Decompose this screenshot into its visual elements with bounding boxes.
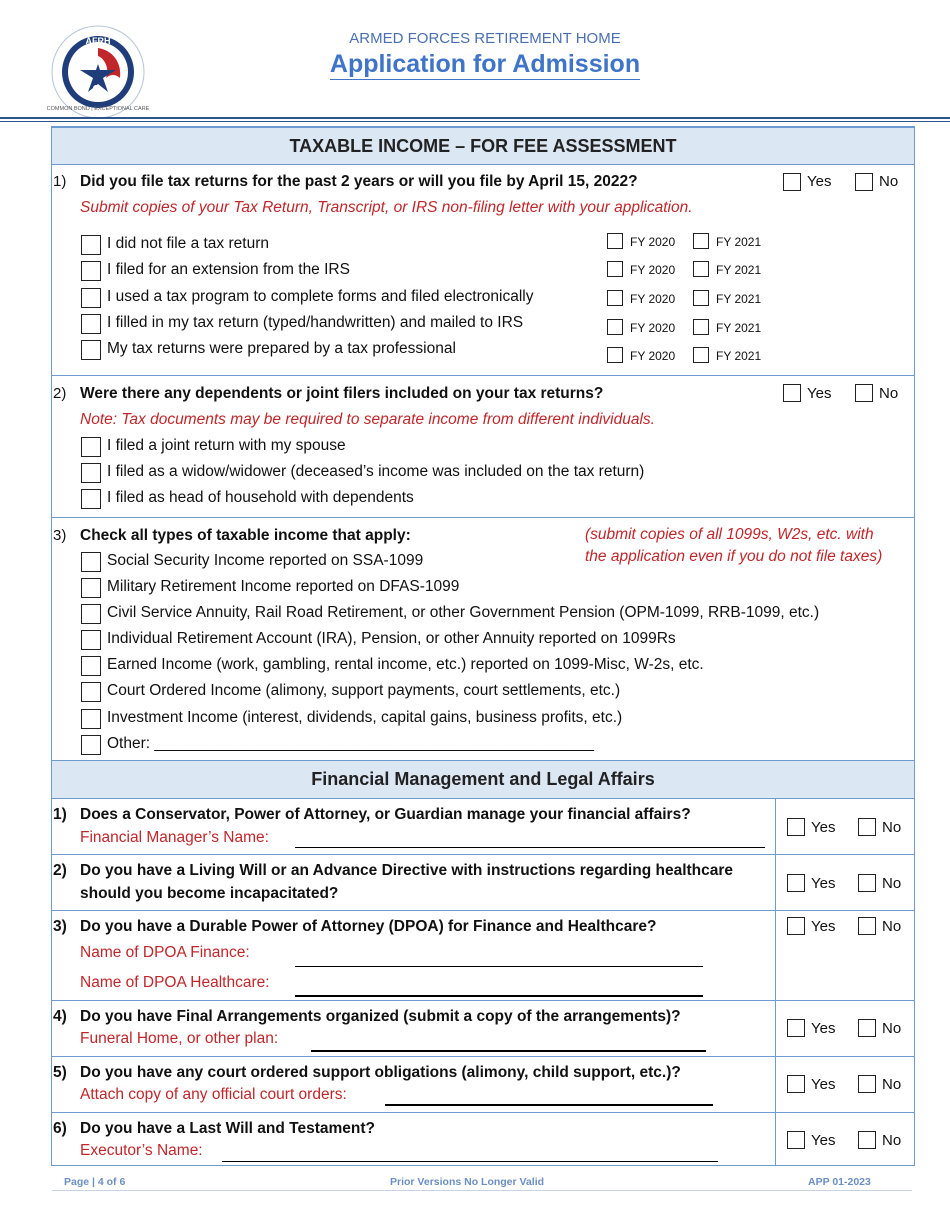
s2-q3-yes-checkbox[interactable] <box>787 917 805 935</box>
footer-rule <box>52 1190 912 1191</box>
fy2021-label: FY 2021 <box>716 349 762 363</box>
court-orders-field[interactable] <box>385 1104 713 1106</box>
divider <box>52 517 914 518</box>
s2-q1-yes-label: Yes <box>811 819 836 836</box>
q2-option-checkbox[interactable] <box>81 437 101 457</box>
footer-form-code: APP 01-2023 <box>808 1176 871 1188</box>
s2-q2-no-label: No <box>882 875 902 892</box>
q1-option-checkbox[interactable] <box>81 340 101 360</box>
s2-q1-number: 1) <box>53 806 67 823</box>
fy2021-label: FY 2021 <box>716 235 762 249</box>
financial-manager-name-field[interactable] <box>295 847 765 848</box>
q3-option-label: Social Security Income reported on SSA-1099 <box>107 552 424 569</box>
s2-q5-no-checkbox[interactable] <box>858 1075 876 1093</box>
s2-q1-no-label: No <box>882 819 902 836</box>
fy2021-checkbox[interactable] <box>693 261 709 277</box>
q2-option-label: I filed as a widow/widower (deceased’s income was included on the tax return) <box>107 463 645 480</box>
s2-q3-number: 3) <box>53 918 67 935</box>
s2-q6-text: Do you have a Last Will and Testament? <box>80 1120 375 1137</box>
q3-note-line2: the application even if you do not file taxes) <box>585 548 883 565</box>
fy2021-label: FY 2021 <box>716 321 762 335</box>
q3-option-label: Earned Income (work, gambling, rental income, etc.) reported on 1099-Misc, W-2s, etc. <box>107 656 704 673</box>
q2-option-label: I filed as head of household with dependents <box>107 489 414 506</box>
q3-option-label: Investment Income (interest, dividends, capital gains, business profits, etc.) <box>107 709 623 726</box>
fy2020-checkbox[interactable] <box>607 290 623 306</box>
q1-yes-label: Yes <box>807 173 832 190</box>
fy2021-checkbox[interactable] <box>693 290 709 306</box>
divider <box>52 910 914 911</box>
s2-q2-text-line2: should you become incapacitated? <box>80 885 339 902</box>
q3-number: 3) <box>53 527 67 544</box>
q1-option-label: I did not file a tax return <box>107 235 269 252</box>
s2-q4-label: Funeral Home, or other plan: <box>80 1030 279 1047</box>
q2-yes-checkbox[interactable] <box>783 384 801 402</box>
q3-other-label[interactable]: Other: ___________________________________________________ <box>107 735 595 752</box>
fy2020-checkbox[interactable] <box>607 319 623 335</box>
q1-note: Submit copies of your Tax Return, Transcript, or IRS non-filing letter with your application. <box>80 199 693 216</box>
header-rule <box>0 117 950 119</box>
q1-no-checkbox[interactable] <box>855 173 873 191</box>
q2-option-label: I filed a joint return with my spouse <box>107 437 346 454</box>
s2-q1-no-checkbox[interactable] <box>858 818 876 836</box>
q2-no-checkbox[interactable] <box>855 384 873 402</box>
divider <box>52 1000 914 1001</box>
q2-option-checkbox[interactable] <box>81 463 101 483</box>
q3-option-label: Military Retirement Income reported on DFAS-1099 <box>107 578 460 595</box>
s2-q2-no-checkbox[interactable] <box>858 874 876 892</box>
executor-name-field[interactable] <box>222 1161 718 1162</box>
q2-number: 2) <box>53 385 67 402</box>
fy2021-checkbox[interactable] <box>693 347 709 363</box>
divider <box>52 854 914 855</box>
fy2021-checkbox[interactable] <box>693 319 709 335</box>
divider <box>52 1112 914 1113</box>
s2-q1-text: Does a Conservator, Power of Attorney, or Guardian manage your financial affairs? <box>80 806 691 823</box>
q3-option-checkbox[interactable] <box>81 552 101 572</box>
q1-option-label: I used a tax program to complete forms and filed electronically <box>107 288 534 305</box>
footer-notice: Prior Versions No Longer Valid <box>390 1176 545 1188</box>
divider <box>52 1056 914 1057</box>
q3-note-line1: (submit copies of all 1099s, W2s, etc. with <box>585 526 874 543</box>
s2-q6-no-label: No <box>882 1132 902 1149</box>
q1-text: Did you file tax returns for the past 2 years or will you file by April 15, 2022? <box>80 173 638 190</box>
q3-option-label: Court Ordered Income (alimony, support payments, court settlements, etc.) <box>107 682 621 699</box>
logo-ring-text: COMMON BOND | EXCEPTIONAL CARE <box>46 106 150 112</box>
fy2020-label: FY 2020 <box>630 235 676 249</box>
s2-q3-yes-label: Yes <box>811 918 836 935</box>
dpoa-healthcare-label: Name of DPOA Healthcare: <box>80 974 270 991</box>
s2-q6-no-checkbox[interactable] <box>858 1131 876 1149</box>
s2-q4-yes-label: Yes <box>811 1020 836 1037</box>
s2-q5-number: 5) <box>53 1064 67 1081</box>
q1-option-label: I filed for an extension from the IRS <box>107 261 350 278</box>
q3-option-checkbox[interactable] <box>81 682 101 702</box>
footer-page-number: Page | 4 of 6 <box>64 1176 126 1188</box>
q2-text: Were there any dependents or joint filers included on your tax returns? <box>80 385 604 402</box>
s2-q6-yes-checkbox[interactable] <box>787 1131 805 1149</box>
q3-option-checkbox[interactable] <box>81 735 101 755</box>
page-title: Application for Admission <box>329 50 641 78</box>
q1-option-label: I filled in my tax return (typed/handwritten) and mailed to IRS <box>107 314 524 331</box>
q1-option-label: My tax returns were prepared by a tax professional <box>107 340 456 357</box>
fy2020-label: FY 2020 <box>630 349 676 363</box>
q1-option-checkbox[interactable] <box>81 314 101 334</box>
q2-yes-label: Yes <box>807 385 832 402</box>
q3-option-checkbox[interactable] <box>81 709 101 729</box>
q3-option-label: Civil Service Annuity, Rail Road Retirement, or other Government Pension (OPM-1099, RRB-1099, etc.) <box>107 604 820 621</box>
q3-option-label: Individual Retirement Account (IRA), Pension, or other Annuity reported on 1099Rs <box>107 630 676 647</box>
s2-q2-text-line1: Do you have a Living Will or an Advance Directive with instructions regarding healthcare <box>80 862 734 879</box>
fy2021-checkbox[interactable] <box>693 233 709 249</box>
s2-q6-number: 6) <box>53 1120 67 1137</box>
s2-q4-no-label: No <box>882 1020 902 1037</box>
s2-q2-yes-label: Yes <box>811 875 836 892</box>
q2-option-checkbox[interactable] <box>81 489 101 509</box>
header-rule-thin <box>0 121 950 122</box>
dpoa-healthcare-field[interactable] <box>295 995 703 997</box>
s2-q1-label: Financial Manager’s Name: <box>80 829 269 846</box>
s2-q5-text: Do you have any court ordered support obligations (alimony, child support, etc.)? <box>80 1064 681 1081</box>
q2-no-label: No <box>879 385 899 402</box>
s2-q3-no-label: No <box>882 918 902 935</box>
q3-text: Check all types of taxable income that apply: <box>80 527 411 544</box>
dpoa-finance-field[interactable] <box>295 966 703 967</box>
fy2020-label: FY 2020 <box>630 292 676 306</box>
s2-q5-no-label: No <box>882 1076 902 1093</box>
s2-q1-yes-checkbox[interactable] <box>787 818 805 836</box>
section-financial-header: Financial Management and Legal Affairs <box>52 760 914 799</box>
q3-option-checkbox[interactable] <box>81 630 101 650</box>
q1-option-checkbox[interactable] <box>81 288 101 308</box>
s2-q4-yes-checkbox[interactable] <box>787 1019 805 1037</box>
s2-q4-no-checkbox[interactable] <box>858 1019 876 1037</box>
logo-text: AFRH <box>85 36 111 46</box>
fy2020-checkbox[interactable] <box>607 233 623 249</box>
s2-q4-text: Do you have Final Arrangements organized (submit a copy of the arrangements)? <box>80 1008 681 1025</box>
fy2021-label: FY 2021 <box>716 263 762 277</box>
fy2020-label: FY 2020 <box>630 263 676 277</box>
q1-option-checkbox[interactable] <box>81 235 101 255</box>
s2-q6-yes-label: Yes <box>811 1132 836 1149</box>
section-taxable-income-header: TAXABLE INCOME – FOR FEE ASSESSMENT <box>52 127 914 165</box>
s2-q5-yes-checkbox[interactable] <box>787 1075 805 1093</box>
q1-no-label: No <box>879 173 899 190</box>
funeral-home-field[interactable] <box>311 1050 706 1052</box>
s2-q3-no-checkbox[interactable] <box>858 917 876 935</box>
fy2021-label: FY 2021 <box>716 292 762 306</box>
fy2020-label: FY 2020 <box>630 321 676 335</box>
q1-number: 1) <box>53 173 67 190</box>
q1-yes-checkbox[interactable] <box>783 173 801 191</box>
fy2020-checkbox[interactable] <box>607 261 623 277</box>
divider <box>52 375 914 376</box>
s2-q3-text: Do you have a Durable Power of Attorney (DPOA) for Finance and Healthcare? <box>80 918 657 935</box>
q3-option-checkbox[interactable] <box>81 604 101 624</box>
s2-q2-yes-checkbox[interactable] <box>787 874 805 892</box>
s2-q6-label: Executor’s Name: <box>80 1142 203 1159</box>
organization-name: ARMED FORCES RETIREMENT HOME <box>349 30 621 47</box>
q3-option-checkbox[interactable] <box>81 578 101 598</box>
q3-option-checkbox[interactable] <box>81 656 101 676</box>
dpoa-finance-label: Name of DPOA Finance: <box>80 944 250 961</box>
s2-q4-number: 4) <box>53 1008 67 1025</box>
s2-q5-yes-label: Yes <box>811 1076 836 1093</box>
q2-note: Note: Tax documents may be required to separate income from different individuals. <box>80 411 655 428</box>
s2-q2-number: 2) <box>53 862 67 879</box>
q1-option-checkbox[interactable] <box>81 261 101 281</box>
fy2020-checkbox[interactable] <box>607 347 623 363</box>
s2-q5-label: Attach copy of any official court orders: <box>80 1086 347 1103</box>
